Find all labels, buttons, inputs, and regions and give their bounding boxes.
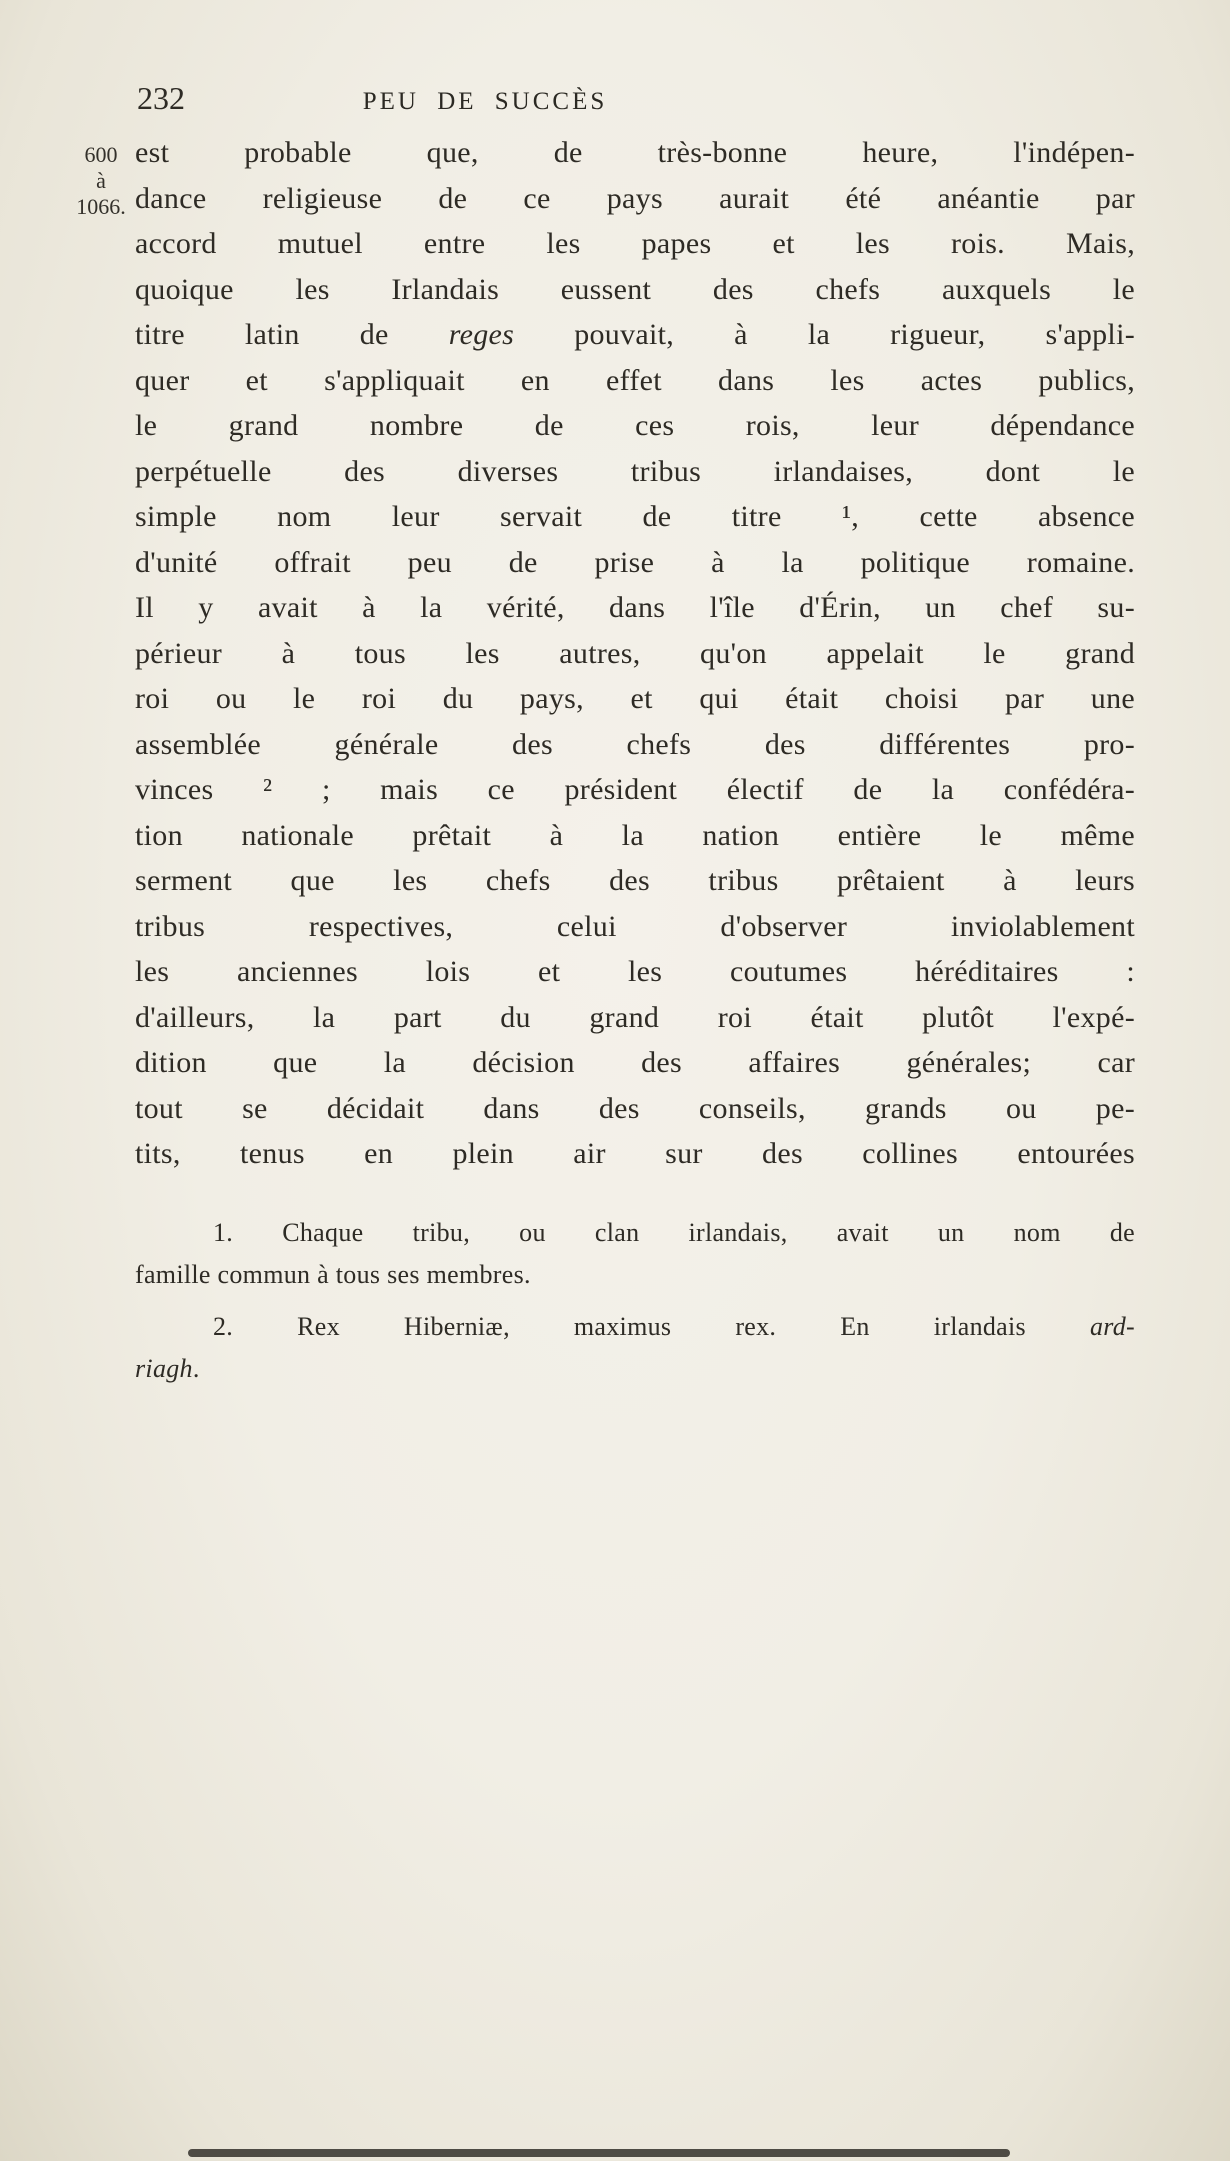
footnote-section	[135, 1212, 1135, 1390]
text-run: vinces ² ; mais ce président électif de la confédéra-	[135, 773, 1135, 806]
text-line	[135, 403, 1135, 449]
text-line	[135, 858, 1135, 904]
text-run: quoique les Irlandais eussent des chefs auxquels le	[135, 272, 1135, 306]
text-line	[135, 767, 1135, 813]
text-line	[135, 130, 1135, 176]
text-run: titre latin de	[135, 318, 449, 351]
margin-date-start: 600	[84, 142, 118, 167]
text-line	[135, 1086, 1135, 1132]
text-run: tion nationale prêtait à la nation entière le même	[135, 818, 1135, 852]
italic-term: riagh	[135, 1354, 193, 1383]
margin-date-connector: à	[96, 168, 106, 193]
text-run: 2. Rex Hiberniæ, maximus rex. En irlandais	[213, 1312, 1090, 1341]
text-run: simple nom leur servait de titre ¹, cette absence	[135, 500, 1135, 533]
text-run: dance religieuse de ce pays aurait été anéantie par	[135, 181, 1135, 215]
text-line	[135, 676, 1135, 722]
text-line	[135, 1212, 1135, 1254]
text-line	[135, 1348, 1135, 1390]
text-run: les anciennes lois et les coutumes héréditaires :	[135, 955, 1135, 988]
text-run: d'ailleurs, la part du grand roi était plutôt l'expé-	[135, 1000, 1135, 1034]
text-line	[135, 1131, 1135, 1177]
text-line	[135, 221, 1135, 267]
text-line	[135, 904, 1135, 950]
text-line	[135, 631, 1135, 677]
text-line	[135, 494, 1135, 540]
text-line	[135, 1040, 1135, 1086]
text-run: 1. Chaque tribu, ou clan irlandais, avait un nom de	[213, 1218, 1135, 1247]
text-run: assemblée générale des chefs des différentes pro-	[135, 727, 1135, 761]
text-run: perpétuelle des diverses tribus irlandaises, dont le	[135, 454, 1135, 488]
text-line	[135, 995, 1135, 1041]
text-line	[135, 540, 1135, 586]
margin-date-note	[58, 142, 144, 220]
text-run: d'unité offrait peu de prise à la politique romaine.	[135, 545, 1135, 579]
italic-term: reges	[448, 318, 515, 351]
text-run: le grand nombre de ces rois, leur dépendance	[135, 409, 1135, 442]
text-line	[135, 585, 1135, 631]
text-line	[135, 449, 1135, 495]
text-line	[135, 813, 1135, 859]
text-run: roi ou le roi du pays, et qui était choisi par une	[135, 682, 1135, 715]
text-line	[135, 267, 1135, 313]
text-run: accord mutuel entre les papes et les rois. Mais,	[135, 227, 1135, 260]
text-line	[135, 1306, 1135, 1348]
text-run: tout se décidait dans des conseils, grands ou pe-	[135, 1091, 1135, 1125]
italic-term: ard-	[1089, 1312, 1135, 1341]
text-run: est probable que, de très-bonne heure, l'indépen-	[135, 136, 1135, 169]
text-run: tribus respectives, celui d'observer inviolablement	[135, 909, 1135, 943]
text-run: famille commun à tous ses membres.	[135, 1260, 531, 1289]
scan-edge-artifact	[188, 2149, 1010, 2157]
text-run: pouvait, à la rigueur, s'appli-	[514, 318, 1135, 351]
text-line	[135, 722, 1135, 768]
text-line	[135, 1254, 1135, 1296]
text-run: .	[192, 1354, 200, 1383]
running-header: PEU DE SUCCÈS	[362, 88, 608, 115]
margin-date-end: 1066.	[76, 194, 126, 219]
text-run: tits, tenus en plein air sur des collines entourées	[135, 1137, 1135, 1170]
body-text	[135, 130, 1135, 1177]
page-number: 232	[137, 80, 185, 116]
text-line	[135, 358, 1135, 404]
text-run: quer et s'appliquait en effet dans les actes publics,	[135, 363, 1135, 397]
text-run: serment que les chefs des tribus prêtaient à leurs	[135, 864, 1135, 897]
text-run: Il y avait à la vérité, dans l'île d'Érin, un chef su-	[135, 591, 1135, 624]
text-run: périeur à tous les autres, qu'on appelait le grand	[135, 636, 1135, 670]
text-line	[135, 176, 1135, 222]
text-run: dition que la décision des affaires générales; car	[135, 1046, 1135, 1079]
text-line	[135, 312, 1135, 358]
footnote-2	[135, 1306, 1135, 1390]
footnote-1	[135, 1212, 1135, 1296]
text-line	[135, 949, 1135, 995]
